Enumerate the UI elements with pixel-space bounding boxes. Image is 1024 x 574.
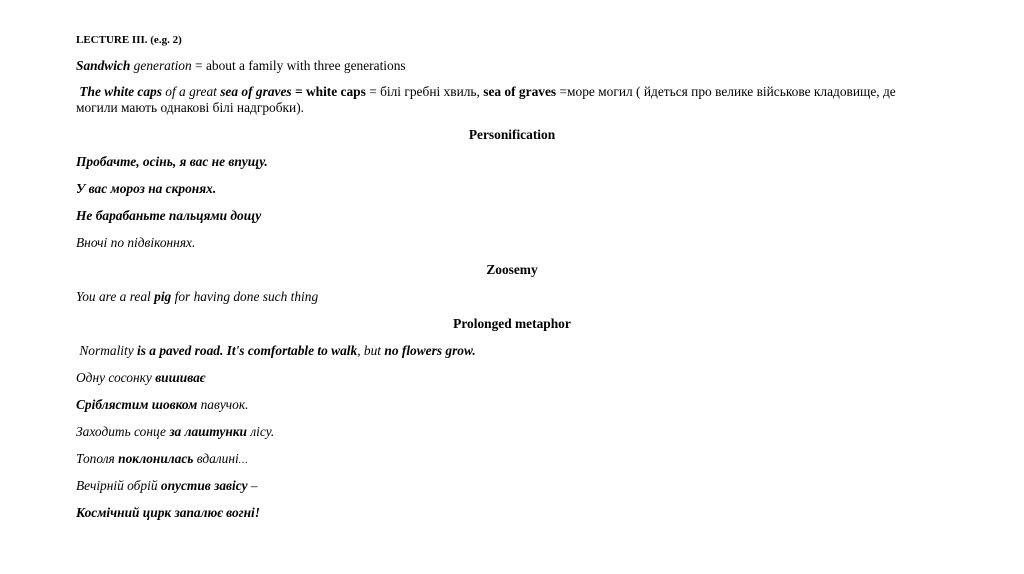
normality-key-phrase-2: no flowers grow.: [384, 343, 476, 358]
zoosemy-example: [76, 289, 318, 305]
poem-line-4: [76, 451, 248, 469]
poem-line-1-key: вишиває: [155, 370, 206, 385]
poem-line-2: [76, 397, 248, 413]
normality-text-2: , but: [357, 343, 385, 358]
poem-line-2-key: Сріблястим шовком: [76, 397, 198, 412]
sandwich-term: Sandwich: [76, 58, 131, 73]
sea-of-graves-translation-term: sea of graves: [483, 84, 557, 99]
poem-line-3-text-1: Заходить сонце: [76, 424, 170, 439]
poem-line-5-dash: –: [247, 478, 258, 493]
poem-line-5-text-1: Вечірній обрій: [76, 478, 161, 493]
normality-text-1: Normality: [79, 343, 138, 358]
personification-text-3: Не барабаньте пальцями дощу: [76, 208, 262, 223]
sandwich-term-rest: generation: [130, 58, 192, 73]
poem-line-5-key: опустив завісу: [160, 478, 248, 493]
personification-text-1: Пробачте, осінь, я вас не впущу.: [76, 154, 268, 169]
personification-line-4: Вночі по підвіконнях.: [76, 235, 196, 250]
zoosemy-key-word: pig: [154, 289, 172, 304]
white-caps-term: The white caps: [79, 84, 162, 99]
equals-sign: =: [291, 84, 306, 99]
poem-line-4-ellipsis: …: [238, 455, 248, 466]
personification-line-2: [76, 181, 216, 197]
poem-line-4-text-2: вдалині: [193, 451, 239, 466]
normality-example: [76, 343, 476, 359]
prolonged-metaphor-heading: Prolonged metaphor: [453, 316, 571, 331]
white-caps-translation-term: white caps: [305, 84, 366, 99]
sandwich-line: [76, 58, 406, 74]
poem-line-5: [76, 478, 258, 494]
personification-line-3: [76, 208, 261, 224]
lecture-title: LECTURE III. (e.g. 2): [76, 34, 182, 46]
sea-of-graves-term: sea of graves: [220, 84, 292, 99]
poem-line-1-text: Одну сосонку: [76, 370, 156, 385]
white-caps-paragraph: [76, 84, 936, 116]
poem-line-3-text-2: лісу.: [247, 424, 275, 439]
sea-of-graves-translation: =море могил ( йдеться про велике військове кладовище, де могили мають однакові білі надгробки).: [76, 84, 896, 115]
poem-line-6-key: Космічний цирк запалює вогні!: [76, 505, 260, 520]
poem-line-3-key: за лаштунки: [169, 424, 247, 439]
zoosemy-text-2: for having done such thing: [171, 289, 319, 304]
poem-line-1: [76, 370, 205, 386]
personification-line-1: [76, 154, 268, 170]
poem-line-6: [76, 505, 260, 521]
white-caps-translation: = білі гребні хвиль,: [365, 84, 484, 99]
poem-line-4-key: поклонилась: [118, 451, 194, 466]
personification-heading: Personification: [468, 127, 556, 142]
poem-line-2-text: павучок.: [197, 397, 249, 412]
personification-text-2: У вас мороз на скронях.: [76, 181, 217, 196]
zoosemy-text-1: You are a real: [76, 289, 155, 304]
white-caps-text-1: of a great: [161, 84, 221, 99]
normality-key-phrase: is a paved road. It's comfortable to walk: [137, 343, 358, 358]
poem-line-4-text-1: Тополя: [76, 451, 119, 466]
poem-line-3: [76, 424, 274, 440]
zoosemy-heading: Zoosemy: [486, 262, 538, 277]
sandwich-definition: = about a family with three generations: [191, 58, 406, 73]
